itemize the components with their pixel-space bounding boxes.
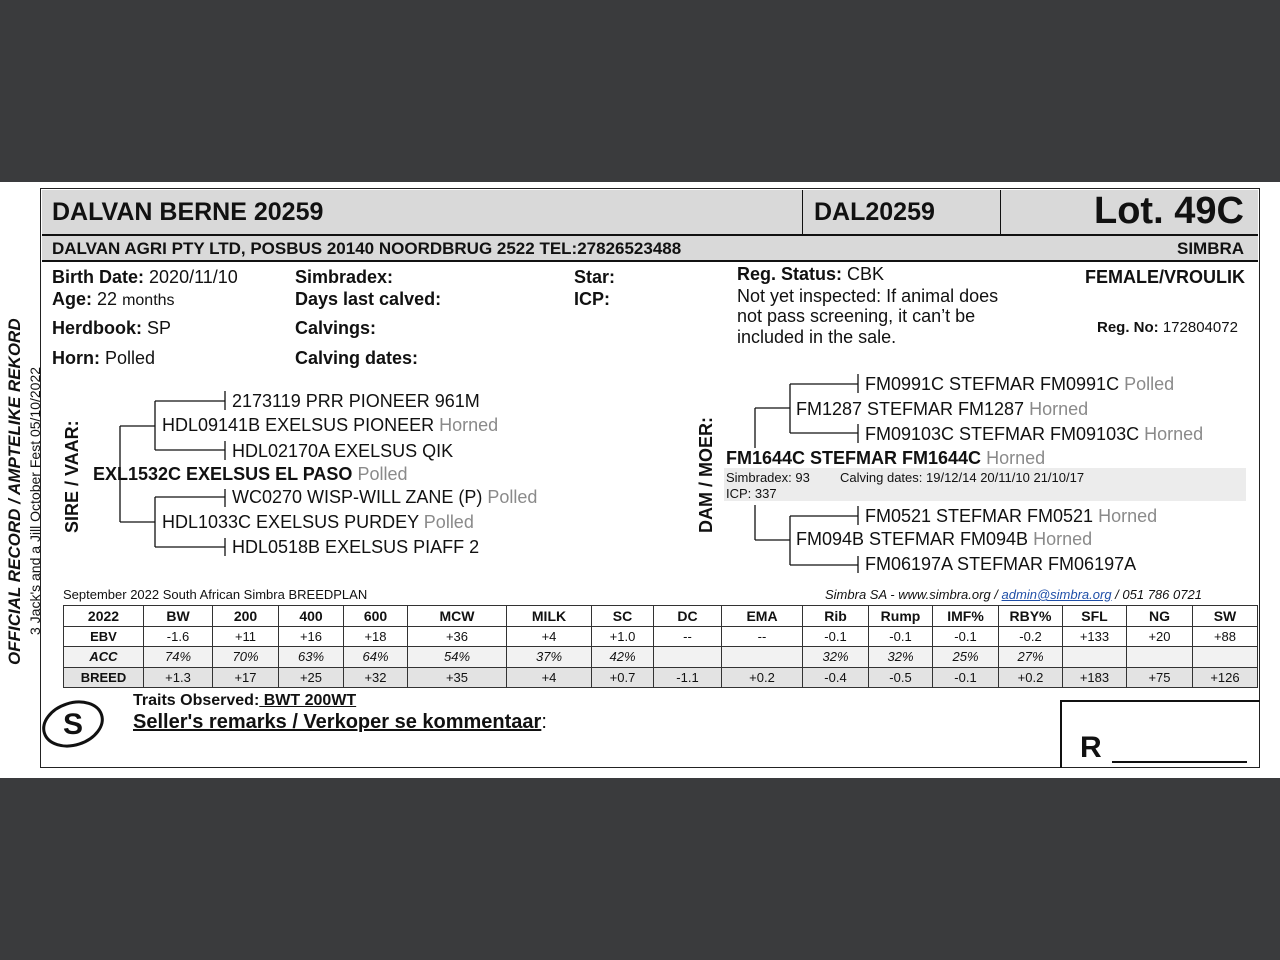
value-cell: 400 [279, 606, 344, 627]
dam-dam-name: FM094B STEFMAR FM094B [796, 529, 1029, 549]
r-box-label: R [1080, 731, 1102, 764]
remarks-colon: : [541, 711, 547, 733]
value-cell: 600 [344, 606, 408, 627]
traits-value: BWT 200WT [259, 692, 357, 709]
dam-simbradex: Simbradex: 93 [726, 470, 810, 485]
dam-name: FM1644C STEFMAR FM1644C [726, 448, 982, 468]
dam-sire [796, 399, 1088, 420]
reg-number-value: 172804072 [1162, 319, 1238, 336]
value-cell [1193, 647, 1258, 668]
value-cell: 42% [592, 647, 654, 668]
dam-sire-sire-name: FM0991C STEFMAR FM0991C [865, 374, 1120, 394]
dam-sire-name: FM1287 STEFMAR FM1287 [796, 399, 1025, 419]
reg-status-value: CBK [847, 264, 885, 284]
sire-side-label: SIRE / VAAR: [62, 420, 82, 533]
value-cell: DC [654, 606, 722, 627]
value-cell: 25% [933, 647, 999, 668]
r-box-top [1060, 700, 1260, 702]
value-cell: +133 [1063, 626, 1127, 647]
sire-sire-name: HDL09141B EXELSUS PIONEER [162, 415, 435, 435]
sire-dam [162, 512, 474, 533]
inspection-notice-3: included in the sale. [737, 327, 897, 347]
herdbook-value: SP [147, 318, 172, 338]
inspection-notice-1: Not yet inspected: If animal does [737, 286, 999, 306]
dam-dam-sire-horn: Horned [1098, 506, 1158, 526]
value-cell: 64% [344, 647, 408, 668]
value-cell [1063, 647, 1127, 668]
value-cell: +183 [1063, 667, 1127, 688]
value-cell: -0.1 [803, 626, 869, 647]
value-cell: -- [654, 626, 722, 647]
breedplan-source: September 2022 South African Simbra BREEDPLAN [63, 587, 368, 602]
birth-date-value: 2020/11/10 [149, 267, 238, 287]
value-cell: 54% [408, 647, 507, 668]
days-last-calved-label: Days last calved: [295, 289, 442, 309]
value-cell: BW [144, 606, 213, 627]
value-cell: 32% [803, 647, 869, 668]
lot-number: Lot. 49C [1094, 190, 1244, 232]
sire-dam-sire [232, 487, 537, 508]
dam-dam-horn: Horned [1033, 529, 1093, 549]
value-cell [1127, 647, 1193, 668]
calving-dates-label: Calving dates: [295, 348, 419, 368]
sire-name: EXL1532C EXELSUS EL PASO [93, 464, 353, 484]
row-label-cell: 2022 [64, 606, 144, 627]
official-record-label: OFFICIAL RECORD / AMPTELIKE REKORD [5, 318, 24, 665]
r-box-left [1060, 700, 1062, 768]
dam-sire-dam-horn: Horned [1144, 424, 1204, 444]
value-cell: -1.1 [654, 667, 722, 688]
dam-sire-sire-horn: Polled [1124, 374, 1175, 394]
star-label: Star: [574, 267, 616, 287]
value-cell: +35 [408, 667, 507, 688]
value-cell: SFL [1063, 606, 1127, 627]
horn-value: Polled [105, 348, 156, 368]
value-cell: SC [592, 606, 654, 627]
value-cell [722, 647, 803, 668]
value-cell: +25 [279, 667, 344, 688]
value-cell: -0.1 [933, 626, 999, 647]
sellers-remarks [133, 711, 547, 734]
icp-label: ICP: [574, 289, 610, 309]
sire [93, 464, 408, 485]
simbradex-label: Simbradex: [295, 267, 394, 287]
value-cell: Rib [803, 606, 869, 627]
svg-text:S: S [62, 708, 84, 741]
sire-dam-sire-horn: Polled [487, 487, 538, 507]
age-unit: months [122, 292, 175, 309]
dam-sire-dam [865, 424, 1203, 445]
table-row [64, 626, 1258, 647]
traits-label: Traits Observed: [133, 692, 260, 709]
value-cell: -- [722, 626, 803, 647]
sire-dam-sire-name: WC0270 WISP-WILL ZANE (P) [232, 487, 483, 507]
animal-code: DAL20259 [814, 198, 935, 226]
reg-status-label: Reg. Status: [737, 264, 843, 284]
value-cell: +4 [507, 626, 592, 647]
value-cell: +18 [344, 626, 408, 647]
value-cell: -0.1 [933, 667, 999, 688]
herdbook-label: Herdbook: [52, 318, 142, 338]
value-cell [654, 647, 722, 668]
value-cell: MILK [507, 606, 592, 627]
birth-date-label: Birth Date: [52, 267, 145, 287]
dam-sire-dam-name: FM09103C STEFMAR FM09103C [865, 424, 1140, 444]
value-cell: +75 [1127, 667, 1193, 688]
table-header-row [64, 606, 1258, 627]
inspection-notice-2: not pass screening, it can’t be [737, 306, 976, 326]
value-cell: SW [1193, 606, 1258, 627]
table-row [64, 647, 1258, 668]
age-value: 22 [97, 289, 118, 309]
dam-sire-horn: Horned [1029, 399, 1089, 419]
value-cell: 37% [507, 647, 592, 668]
value-cell: +11 [213, 626, 279, 647]
dam-calving-dates: Calving dates: 19/12/14 20/11/10 21/10/17 [840, 470, 1085, 485]
breed-label: SIMBRA [1177, 239, 1245, 258]
dam [726, 448, 1045, 469]
dam-icp: ICP: 337 [726, 486, 777, 501]
sire-dam-name: HDL1033C EXELSUS PURDEY [162, 512, 419, 532]
sire-sire-horn: Horned [439, 415, 499, 435]
sire-sire-sire: 2173119 PRR PIONEER 961M [232, 391, 480, 411]
value-cell: 74% [144, 647, 213, 668]
value-cell: Rump [869, 606, 933, 627]
dam-dam-dam: FM06197A STEFMAR FM06197A [865, 554, 1137, 574]
value-cell: 27% [999, 647, 1063, 668]
value-cell: 70% [213, 647, 279, 668]
value-cell: +0.7 [592, 667, 654, 688]
value-cell: +20 [1127, 626, 1193, 647]
reg-number-label: Reg. No: [1097, 319, 1159, 336]
contact-suffix: / 051 786 0721 [1115, 587, 1202, 602]
sire-dam-horn: Polled [423, 512, 474, 532]
age-label: Age: [52, 289, 92, 309]
breedplan-contact [825, 587, 1202, 602]
value-cell: IMF% [933, 606, 999, 627]
row-label-cell: EBV [64, 626, 144, 647]
sire-sire-dam: HDL02170A EXELSUS QIK [232, 441, 454, 461]
dam-horn: Horned [986, 448, 1046, 468]
value-cell: +36 [408, 626, 507, 647]
dam-dam [796, 529, 1092, 550]
sire-dam-dam: HDL0518B EXELSUS PIAFF 2 [232, 537, 480, 557]
value-cell: +4 [507, 667, 592, 688]
value-cell: -0.1 [869, 626, 933, 647]
value-cell: +17 [213, 667, 279, 688]
sex-label: FEMALE/VROULIK [1085, 267, 1245, 287]
value-cell: +16 [279, 626, 344, 647]
traits-observed [133, 692, 356, 710]
dam-dam-sire [865, 506, 1157, 527]
value-cell: RBY% [999, 606, 1063, 627]
value-cell: -0.5 [869, 667, 933, 688]
contact-prefix: Simbra SA - www.simbra.org / [825, 587, 998, 602]
dam-sire-sire [865, 374, 1174, 395]
value-cell: 63% [279, 647, 344, 668]
calvings-label: Calvings: [295, 318, 377, 338]
value-cell: +0.2 [999, 667, 1063, 688]
animal-name: DALVAN BERNE 20259 [52, 198, 324, 226]
event-label: 3 Jack's and a Jill October Fest 05/10/2022 [27, 366, 43, 635]
row-label-cell: BREED [64, 667, 144, 688]
value-cell: +32 [344, 667, 408, 688]
table-row [64, 667, 1258, 688]
value-cell: -0.4 [803, 667, 869, 688]
value-cell: 32% [869, 647, 933, 668]
contact-email-link[interactable]: admin@simbra.org [1001, 587, 1112, 602]
value-cell: NG [1127, 606, 1193, 627]
horn-label: Horn: [52, 348, 100, 368]
row-label-cell: ACC [64, 647, 144, 668]
dam-side-label: DAM / MOER: [696, 417, 716, 533]
value-cell: MCW [408, 606, 507, 627]
simbra-logo-icon [40, 694, 110, 754]
value-cell: +0.2 [722, 667, 803, 688]
remarks-label: Seller's remarks / Verkoper se kommentaar [133, 711, 542, 733]
dam-dam-sire-name: FM0521 STEFMAR FM0521 [865, 506, 1094, 526]
value-cell: -1.6 [144, 626, 213, 647]
value-cell: 200 [213, 606, 279, 627]
value-cell: EMA [722, 606, 803, 627]
value-cell: +88 [1193, 626, 1258, 647]
owner-line: DALVAN AGRI PTY LTD, POSBUS 20140 NOORDBRUG 2522 TEL:27826523488 [52, 239, 682, 258]
value-cell: +126 [1193, 667, 1258, 688]
value-cell: +1.3 [144, 667, 213, 688]
r-box-underline [1112, 761, 1247, 763]
value-cell: +1.0 [592, 626, 654, 647]
sire-sire [162, 415, 498, 436]
breedplan-table [63, 605, 1258, 688]
sire-horn: Polled [357, 464, 408, 484]
value-cell: -0.2 [999, 626, 1063, 647]
